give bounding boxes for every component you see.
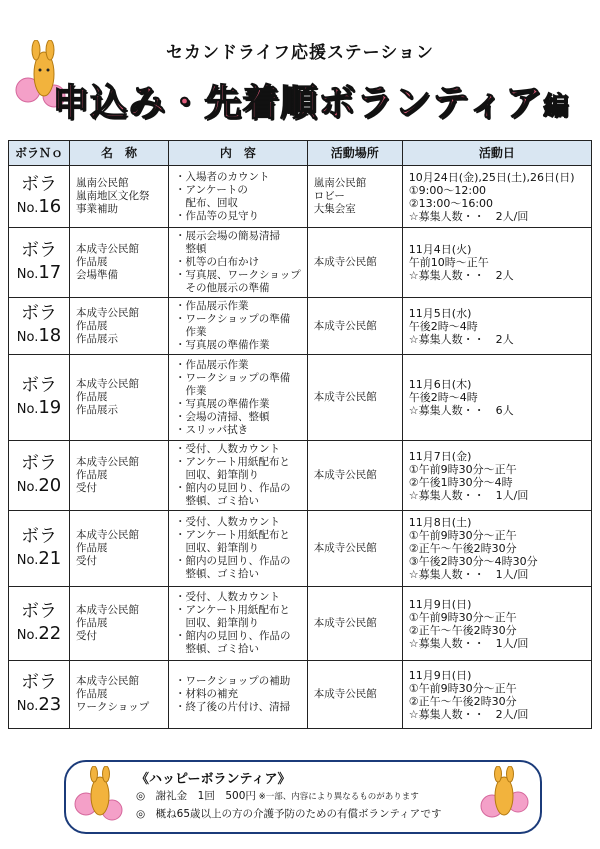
name-line: 本成寺公民館	[76, 529, 139, 541]
name-cell	[70, 355, 169, 441]
date-cell	[402, 511, 591, 587]
name-line: 本成寺公民館	[76, 675, 139, 687]
name-line: 作品展示	[76, 404, 118, 416]
content-line: 作業	[175, 326, 207, 338]
volunteer-number-value	[9, 262, 69, 286]
volunteer-number	[9, 511, 70, 587]
content-line: その他展示の準備	[175, 282, 270, 294]
table-row	[9, 441, 592, 511]
footer-line-2: ◎ 概ね65歳以上の方の介護予防のための有償ボランティアです	[136, 808, 442, 820]
volunteer-number-digits: 18	[38, 325, 62, 346]
date-line: 11月5日(水)	[408, 306, 472, 320]
date-line: 午後2時～4時	[408, 391, 478, 404]
col-header-place: 活動場所	[307, 141, 402, 166]
footer-fee: ◎ 謝礼金 1回 500円	[136, 790, 256, 802]
volunteer-number-prefix: ボラ	[21, 374, 57, 396]
col-header-name: 名 称	[70, 141, 169, 166]
name-cell	[70, 661, 169, 729]
page-title: 申込み・先着順ボランティア	[52, 81, 544, 124]
place-line: 本成寺公民館	[313, 542, 377, 554]
date-line: ②正午～午後2時30分	[408, 623, 517, 637]
name-line: 作品展	[76, 256, 108, 268]
name-line: 受付	[76, 482, 97, 494]
date-line: 11月7日(金)	[408, 449, 472, 463]
table-row	[9, 166, 592, 228]
content-line: ・受付、人数カウント	[175, 516, 280, 528]
content-line: ・机等の白布かけ	[175, 256, 259, 268]
volunteer-number	[9, 355, 70, 441]
volunteer-number-value	[9, 196, 69, 220]
place-line: ロビー	[313, 190, 345, 202]
col-header-no: ボラＮｏ	[9, 141, 70, 166]
date-line: 11月9日(日)	[408, 597, 472, 611]
date-line: ①9:00～12:00	[408, 183, 487, 197]
content-line: ・受付、人数カウント	[175, 443, 280, 455]
name-line: 本成寺公民館	[76, 604, 139, 616]
content-cell	[169, 166, 308, 228]
volunteer-number-value	[9, 694, 69, 718]
name-line: 作品展示	[76, 332, 118, 345]
mascot-icon	[74, 766, 130, 826]
place-line: 大集会室	[313, 203, 356, 215]
volunteer-number-prefix: ボラ	[21, 525, 57, 547]
content-line: ・アンケートの	[175, 183, 248, 196]
table-row	[9, 355, 592, 441]
date-line: ①午前9時30分～正午	[408, 529, 517, 542]
place-line: 嵐南公民館	[313, 177, 367, 189]
name-line: 受付	[76, 630, 97, 642]
place-cell	[307, 441, 402, 511]
content-line: 回収、鉛筆削り	[175, 542, 259, 554]
content-line: ・展示会場の簡易清掃	[175, 230, 280, 242]
footer-box	[64, 760, 542, 834]
volunteer-number-digits: 16	[38, 195, 62, 217]
content-line: ・写真展、ワークショップ	[175, 269, 301, 281]
volunteer-number-digits: 17	[38, 261, 62, 283]
date-line: ☆募集人数・・ 1人/回	[408, 488, 529, 502]
name-line: 嵐南公民館	[76, 177, 129, 189]
volunteer-number-label: No.	[16, 401, 39, 417]
place-cell	[307, 587, 402, 661]
volunteer-number-label: No.	[16, 552, 39, 568]
volunteer-number-digits: 23	[38, 693, 62, 715]
col-header-date: 活動日	[402, 141, 591, 166]
name-line: 本成寺公民館	[76, 378, 139, 390]
place-cell	[307, 166, 402, 228]
table-row	[9, 228, 592, 298]
content-line: 回収、鉛筆削り	[175, 617, 259, 629]
date-line: ②午後1時30分～4時	[408, 475, 513, 489]
subtitle: セカンドライフ応援ステーション	[166, 43, 434, 63]
date-cell	[402, 587, 591, 661]
place-line: 本成寺公民館	[313, 391, 377, 403]
volunteer-number-value	[9, 397, 69, 421]
name-line: 作品展	[76, 542, 108, 554]
volunteer-number-digits: 22	[38, 622, 62, 644]
content-line: ・館内の見回り、作品の	[175, 482, 291, 494]
date-line: ☆募集人数・・ 2人	[408, 269, 514, 282]
content-line: 配布、回収	[175, 196, 238, 209]
volunteer-number-prefix: ボラ	[21, 303, 57, 324]
table-body	[9, 166, 592, 729]
content-line: ・アンケート用紙配布と	[175, 456, 290, 468]
footer-line-1	[136, 788, 419, 803]
name-line: 事業補助	[76, 203, 118, 215]
content-line: 整頓、ゴミ拾い	[175, 568, 259, 580]
volunteer-number	[9, 298, 70, 355]
date-line: ☆募集人数・・ 2人/回	[408, 707, 529, 721]
date-cell	[402, 441, 591, 511]
place-line: 本成寺公民館	[313, 688, 377, 700]
name-line: ワークショップ	[76, 701, 150, 713]
date-cell	[402, 298, 591, 355]
name-cell	[70, 511, 169, 587]
content-cell	[169, 228, 308, 298]
volunteer-number-value	[9, 475, 69, 499]
date-cell	[402, 228, 591, 298]
name-line: 作品展	[76, 319, 108, 332]
name-cell	[70, 587, 169, 661]
volunteer-number-label: No.	[16, 627, 39, 643]
content-line: ・写真展の準備作業	[175, 339, 270, 351]
place-cell	[307, 355, 402, 441]
content-line: ・作品等の見守り	[175, 209, 259, 222]
name-cell	[70, 166, 169, 228]
content-line: ・館内の見回り、作品の	[175, 630, 291, 642]
date-line: ①午前9時30分～正午	[408, 462, 517, 476]
content-line: ・終了後の片付け、清掃	[175, 701, 291, 713]
date-line: ☆募集人数・・ 2人	[408, 332, 514, 346]
name-line: 作品展	[76, 617, 108, 629]
date-line: 11月9日(日)	[408, 668, 472, 682]
content-line: 整頓、ゴミ拾い	[175, 495, 259, 507]
date-line: 11月8日(土)	[408, 516, 472, 529]
content-cell	[169, 355, 308, 441]
volunteer-number-value	[9, 325, 69, 349]
volunteer-number-label: No.	[16, 698, 39, 714]
place-line: 本成寺公民館	[313, 469, 377, 481]
table-row	[9, 511, 592, 587]
content-line: ・館内の見回り、作品の	[175, 555, 291, 567]
content-line: ・写真展の準備作業	[175, 397, 270, 410]
volunteer-number	[9, 228, 70, 298]
date-line: ☆募集人数・・ 1人/回	[408, 636, 529, 650]
title-block	[52, 72, 572, 126]
content-cell	[169, 298, 308, 355]
volunteer-number-prefix: ボラ	[21, 452, 57, 474]
content-line: ・入場者のカウント	[175, 170, 270, 183]
name-line: 嵐南地区文化祭	[76, 190, 150, 202]
volunteer-table	[8, 140, 592, 729]
content-line: 整頓	[175, 243, 207, 255]
date-cell	[402, 166, 591, 228]
volunteer-number-digits: 21	[38, 547, 62, 569]
content-line: ・ワークショップの補助	[175, 675, 291, 687]
date-line: ②正午～午後2時30分	[408, 694, 517, 708]
mascot-icon	[476, 766, 532, 826]
date-line: ☆募集人数・・ 6人	[408, 404, 514, 417]
table-row	[9, 661, 592, 729]
col-header-content: 内 容	[169, 141, 308, 166]
name-cell	[70, 298, 169, 355]
date-line: 10月24日(金),25日(土),26日(日)	[408, 170, 575, 184]
place-line: 本成寺公民館	[313, 256, 377, 268]
place-cell	[307, 661, 402, 729]
volunteer-number-label: No.	[16, 330, 39, 345]
footer-title: 《ハッピーボランティア》	[136, 772, 291, 787]
date-cell	[402, 355, 591, 441]
date-line: ①午前9時30分～正午	[408, 610, 517, 624]
volunteer-number	[9, 441, 70, 511]
content-line: ・作品展示作業	[175, 358, 249, 371]
date-line: ☆募集人数・・ 2人/回	[408, 209, 529, 223]
volunteer-number-digits: 19	[38, 396, 62, 418]
date-line: ②13:00～16:00	[408, 196, 494, 210]
volunteer-number-prefix: ボラ	[21, 173, 57, 195]
name-line: 作品展	[76, 391, 108, 403]
date-line: 午前10時～正午	[408, 256, 489, 269]
volunteer-number	[9, 166, 70, 228]
date-line: 午後2時～4時	[408, 319, 478, 333]
volunteer-number-prefix: ボラ	[21, 239, 57, 261]
name-line: 作品展	[76, 688, 108, 700]
volunteer-number-value	[9, 548, 69, 572]
date-line: ③午後2時30分～4時30分	[408, 555, 538, 568]
content-line: ・ワークショップの準備	[175, 313, 291, 325]
footer-fee-note: ※一部、内容により異なるものがあります	[255, 792, 419, 802]
volunteer-number	[9, 661, 70, 729]
content-line: ・材料の補充	[175, 688, 238, 700]
table-row	[9, 587, 592, 661]
content-cell	[169, 441, 308, 511]
content-line: ・アンケート用紙配布と	[175, 529, 290, 541]
date-line: 11月6日(木)	[408, 378, 472, 391]
page-title-suffix: 編	[543, 92, 570, 122]
place-cell	[307, 511, 402, 587]
name-line: 会場準備	[76, 269, 118, 281]
content-line: ・会場の清掃、整頓	[175, 410, 270, 423]
place-cell	[307, 298, 402, 355]
volunteer-number-digits: 20	[38, 474, 62, 496]
volunteer-number	[9, 587, 70, 661]
content-line: ・スリッパ拭き	[175, 423, 249, 436]
content-cell	[169, 661, 308, 729]
volunteer-number-prefix: ボラ	[21, 671, 57, 693]
date-line: ①午前9時30分～正午	[408, 681, 517, 695]
place-line: 本成寺公民館	[313, 319, 377, 332]
table-header-row	[9, 141, 592, 166]
content-line: 整頓、ゴミ拾い	[175, 643, 259, 655]
content-cell	[169, 587, 308, 661]
name-line: 本成寺公民館	[76, 306, 139, 319]
volunteer-number-label: No.	[16, 200, 39, 216]
content-cell	[169, 511, 308, 587]
date-line: ②正午～午後2時30分	[408, 542, 517, 555]
volunteer-number-prefix: ボラ	[21, 600, 57, 622]
date-cell	[402, 661, 591, 729]
date-line: 11月4日(火)	[408, 243, 472, 256]
content-line: 回収、鉛筆削り	[175, 469, 259, 481]
name-line: 本成寺公民館	[76, 243, 139, 255]
volunteer-number-value	[9, 623, 69, 647]
name-cell	[70, 441, 169, 511]
content-line: ・作品展示作業	[175, 300, 249, 312]
content-line: 作業	[175, 384, 207, 397]
name-line: 受付	[76, 555, 97, 567]
name-cell	[70, 228, 169, 298]
name-line: 本成寺公民館	[76, 456, 139, 468]
table-row	[9, 298, 592, 355]
place-line: 本成寺公民館	[313, 617, 377, 629]
volunteer-number-label: No.	[16, 479, 39, 495]
content-line: ・受付、人数カウント	[175, 591, 280, 603]
place-cell	[307, 228, 402, 298]
volunteer-number-label: No.	[16, 266, 39, 282]
name-line: 作品展	[76, 469, 108, 481]
content-line: ・アンケート用紙配布と	[175, 604, 290, 616]
content-line: ・ワークショップの準備	[175, 371, 291, 384]
date-line: ☆募集人数・・ 1人/回	[408, 568, 529, 581]
